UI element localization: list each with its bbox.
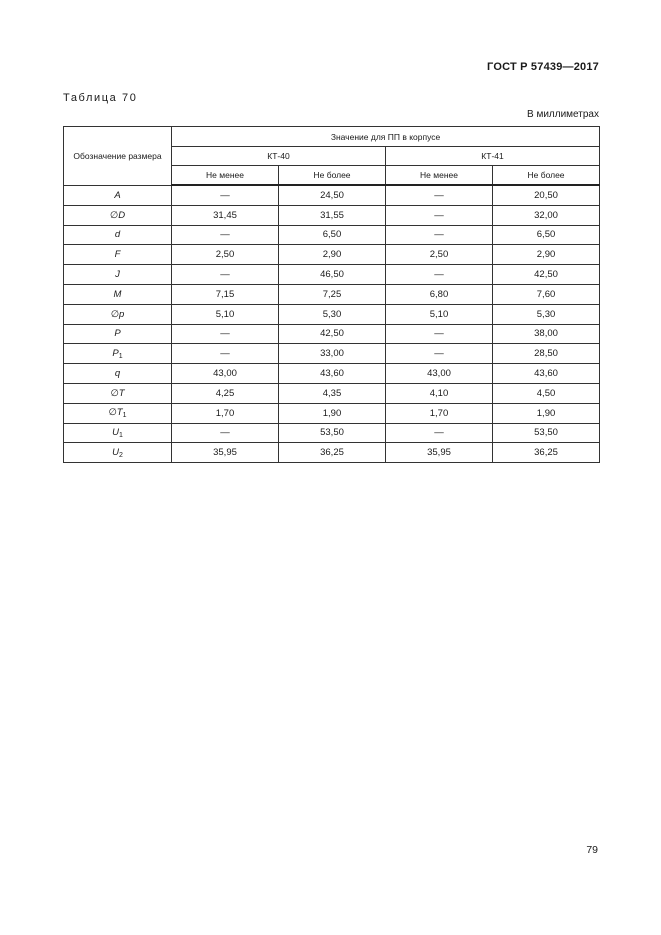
value-cell: 1,90 bbox=[279, 403, 386, 423]
dimension-symbol bbox=[64, 245, 172, 265]
value-cell: 4,10 bbox=[386, 383, 493, 403]
table-row bbox=[64, 284, 600, 304]
header-package-kt41: КТ-41 bbox=[386, 147, 600, 166]
value-cell: 6,80 bbox=[386, 284, 493, 304]
value-cell: 5,30 bbox=[279, 304, 386, 324]
symbol-main: d bbox=[114, 229, 121, 241]
table-body bbox=[64, 185, 600, 463]
table-row bbox=[64, 344, 600, 364]
symbol-main: A bbox=[114, 189, 121, 201]
value-cell: 33,00 bbox=[279, 344, 386, 364]
value-cell: 28,50 bbox=[493, 344, 600, 364]
dimension-symbol bbox=[64, 383, 172, 403]
value-cell: 32,00 bbox=[493, 205, 600, 225]
value-cell: — bbox=[386, 423, 493, 443]
table-row bbox=[64, 205, 600, 225]
header-value-group: Значение для ПП в корпусе bbox=[172, 127, 600, 147]
value-cell: 36,25 bbox=[279, 443, 386, 463]
unit-note: В миллиметрах bbox=[527, 109, 599, 120]
value-cell: 7,60 bbox=[493, 284, 600, 304]
value-cell: — bbox=[386, 225, 493, 245]
header-max: Не более bbox=[493, 166, 600, 186]
table-row bbox=[64, 265, 600, 285]
value-cell: 38,00 bbox=[493, 324, 600, 344]
dimension-symbol bbox=[64, 423, 172, 443]
table-row bbox=[64, 245, 600, 265]
dimension-symbol bbox=[64, 403, 172, 423]
value-cell: 2,50 bbox=[172, 245, 279, 265]
value-cell: 42,50 bbox=[279, 324, 386, 344]
symbol-main: J bbox=[115, 269, 120, 281]
symbol-subscript: 1 bbox=[118, 431, 123, 439]
value-cell: 1,70 bbox=[172, 403, 279, 423]
value-cell: 24,50 bbox=[279, 185, 386, 205]
value-cell: — bbox=[386, 265, 493, 285]
symbol-main: q bbox=[114, 368, 121, 380]
dimension-symbol bbox=[64, 284, 172, 304]
table-row bbox=[64, 364, 600, 384]
dimensions-table bbox=[63, 126, 600, 463]
header-min: Не менее bbox=[386, 166, 493, 186]
value-cell: 5,10 bbox=[172, 304, 279, 324]
value-cell: 35,95 bbox=[172, 443, 279, 463]
value-cell: 6,50 bbox=[279, 225, 386, 245]
dimension-symbol bbox=[64, 364, 172, 384]
table-row bbox=[64, 324, 600, 344]
table-row bbox=[64, 304, 600, 324]
value-cell: 36,25 bbox=[493, 443, 600, 463]
value-cell: 2,50 bbox=[386, 245, 493, 265]
value-cell: 4,25 bbox=[172, 383, 279, 403]
symbol-subscript: 2 bbox=[118, 451, 123, 459]
value-cell: 43,60 bbox=[279, 364, 386, 384]
value-cell: 53,50 bbox=[493, 423, 600, 443]
value-cell: — bbox=[172, 423, 279, 443]
value-cell: — bbox=[172, 344, 279, 364]
value-cell: — bbox=[386, 185, 493, 205]
table-row bbox=[64, 383, 600, 403]
document-code: ГОСТ Р 57439—2017 bbox=[487, 61, 599, 73]
value-cell: 2,90 bbox=[279, 245, 386, 265]
value-cell: 53,50 bbox=[279, 423, 386, 443]
value-cell: 6,50 bbox=[493, 225, 600, 245]
symbol-main: U bbox=[112, 426, 119, 438]
value-cell: — bbox=[386, 344, 493, 364]
symbol-main: ∅T bbox=[108, 407, 123, 419]
symbol-subscript: 1 bbox=[118, 352, 123, 360]
dimension-symbol bbox=[64, 304, 172, 324]
value-cell: — bbox=[172, 265, 279, 285]
value-cell: 46,50 bbox=[279, 265, 386, 285]
page-number: 79 bbox=[586, 844, 598, 856]
dimension-symbol bbox=[64, 205, 172, 225]
table-row bbox=[64, 423, 600, 443]
symbol-main: M bbox=[113, 288, 122, 300]
dimension-symbol bbox=[64, 185, 172, 205]
value-cell: 43,60 bbox=[493, 364, 600, 384]
value-cell: 7,15 bbox=[172, 284, 279, 304]
value-cell: 42,50 bbox=[493, 265, 600, 285]
symbol-main: ∅D bbox=[109, 209, 126, 221]
value-cell: 4,50 bbox=[493, 383, 600, 403]
value-cell: 4,35 bbox=[279, 383, 386, 403]
value-cell: 7,25 bbox=[279, 284, 386, 304]
symbol-main: U bbox=[112, 446, 119, 458]
dimension-symbol bbox=[64, 443, 172, 463]
value-cell: — bbox=[172, 324, 279, 344]
value-cell: — bbox=[386, 324, 493, 344]
value-cell: — bbox=[172, 225, 279, 245]
symbol-main: ∅T bbox=[110, 387, 125, 399]
value-cell: 31,55 bbox=[279, 205, 386, 225]
dimension-symbol bbox=[64, 265, 172, 285]
header-min: Не менее bbox=[172, 166, 279, 186]
header-max: Не более bbox=[279, 166, 386, 186]
value-cell: 1,90 bbox=[493, 403, 600, 423]
dimension-symbol bbox=[64, 324, 172, 344]
table-row bbox=[64, 403, 600, 423]
table-title: Таблица 70 bbox=[63, 92, 138, 104]
value-cell: 20,50 bbox=[493, 185, 600, 205]
value-cell: 43,00 bbox=[172, 364, 279, 384]
dimension-symbol bbox=[64, 344, 172, 364]
value-cell: 5,30 bbox=[493, 304, 600, 324]
value-cell: 35,95 bbox=[386, 443, 493, 463]
value-cell: — bbox=[386, 205, 493, 225]
table-row bbox=[64, 443, 600, 463]
table-row bbox=[64, 225, 600, 245]
value-cell: 2,90 bbox=[493, 245, 600, 265]
value-cell: 5,10 bbox=[386, 304, 493, 324]
symbol-main: F bbox=[114, 249, 121, 261]
value-cell: 43,00 bbox=[386, 364, 493, 384]
dimension-symbol bbox=[64, 225, 172, 245]
table-row bbox=[64, 185, 600, 205]
header-symbol: Обозначение размера bbox=[64, 127, 172, 186]
symbol-main: P bbox=[114, 328, 121, 340]
symbol-main: P bbox=[112, 347, 119, 359]
value-cell: 1,70 bbox=[386, 403, 493, 423]
value-cell: 31,45 bbox=[172, 205, 279, 225]
symbol-main: ∅p bbox=[110, 308, 125, 320]
symbol-subscript: 1 bbox=[122, 412, 127, 420]
header-package-kt40: КТ-40 bbox=[172, 147, 386, 166]
value-cell: — bbox=[172, 185, 279, 205]
